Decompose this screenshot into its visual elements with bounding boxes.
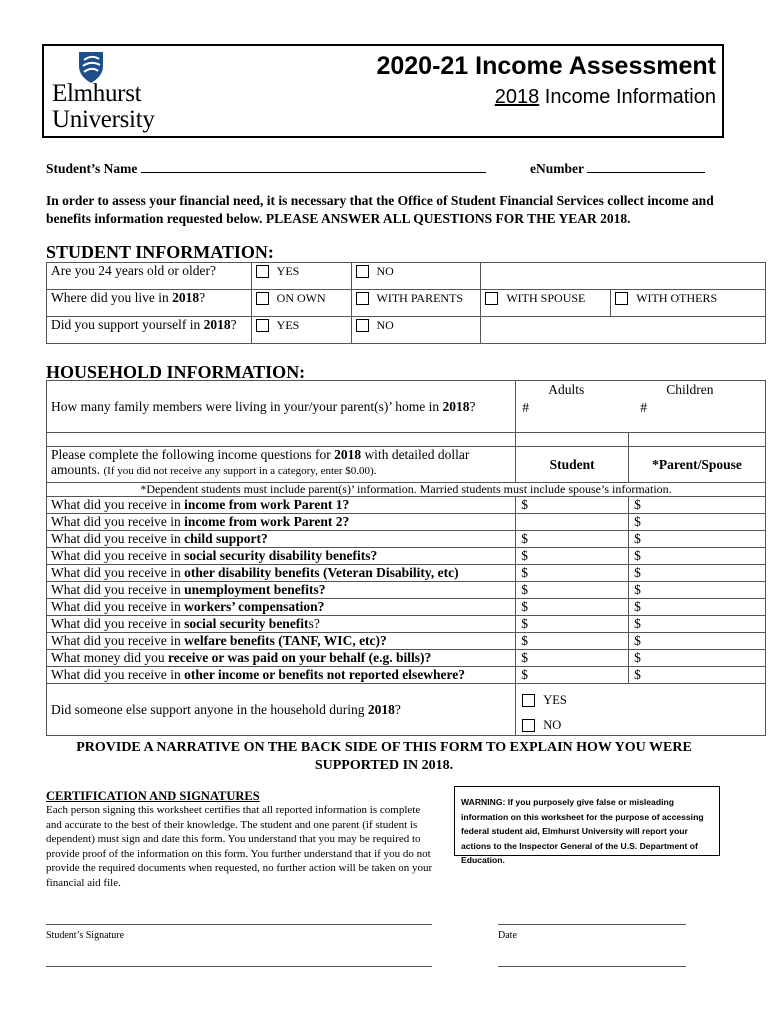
- student-name-row: [46, 160, 486, 177]
- checkbox-with-others[interactable]: [615, 292, 628, 305]
- option-with-spouse: WITH SPOUSE: [506, 291, 586, 305]
- form-subtitle: [495, 86, 716, 109]
- checkbox-no[interactable]: [522, 719, 535, 732]
- student-signature-line[interactable]: [46, 924, 432, 925]
- income-question: What money did you receive or was paid on your behalf (e.g. bills)?: [47, 650, 516, 667]
- income-row: [47, 667, 766, 684]
- dependent-note-row: [47, 483, 766, 497]
- student-amount-field[interactable]: $: [516, 599, 629, 616]
- student-amount-field[interactable]: $: [516, 531, 629, 548]
- income-row: [47, 599, 766, 616]
- income-row: [47, 514, 766, 531]
- checkbox-on-own[interactable]: [256, 292, 269, 305]
- student-row-residence: [47, 290, 766, 317]
- student-info-table: [46, 262, 766, 344]
- option-no: NO: [543, 718, 562, 732]
- income-row: [47, 650, 766, 667]
- income-question: What did you receive in other income or benefits not reported elsewhere?: [47, 667, 516, 684]
- enumber-field[interactable]: [587, 160, 705, 173]
- intro-text: In order to assess your financial need, it is necessary that the Office of Student Financial Services collect income and benefits information requested below. PLEASE ANSWER ALL QUESTIONS FOR THE YEAR 2018.: [46, 193, 714, 226]
- income-row: [47, 531, 766, 548]
- checkbox-no[interactable]: [356, 319, 369, 332]
- narrative-instruction: PROVIDE A NARRATIVE ON THE BACK SIDE OF THIS FORM TO EXPLAIN HOW YOU WERE SUPPORTED IN 2018.: [76, 740, 692, 773]
- income-row: [47, 616, 766, 633]
- question-label: Did someone else support anyone in the household during 2018?: [47, 684, 516, 736]
- income-row: [47, 565, 766, 582]
- income-question: What did you receive in social security benefits?: [47, 616, 516, 633]
- adults-label: Adults: [548, 382, 585, 397]
- income-question: What did you receive in other disability benefits (Veteran Disability, etc): [47, 565, 516, 582]
- option-yes: YES: [276, 264, 300, 278]
- checkbox-with-spouse[interactable]: [485, 292, 498, 305]
- student-signature-label: Student’s Signature: [46, 930, 125, 941]
- column-student: Student: [516, 447, 629, 483]
- income-question: What did you receive in welfare benefits (TANF, WIC, etc)?: [47, 633, 516, 650]
- income-question: What did you receive in income from work Parent 2?: [47, 514, 516, 531]
- income-header-row: [47, 447, 766, 483]
- dependent-note: *Dependent students must include parent(s)’ information. Married students must include spouse’s information.: [47, 483, 766, 497]
- option-with-parents: WITH PARENTS: [376, 291, 464, 305]
- checkbox-with-parents[interactable]: [356, 292, 369, 305]
- income-question: What did you receive in child support?: [47, 531, 516, 548]
- parent-amount-field[interactable]: $: [629, 633, 766, 650]
- household-info-heading: HOUSEHOLD INFORMATION:: [46, 362, 306, 382]
- income-question: What did you receive in social security disability benefits?: [47, 548, 516, 565]
- question-label: Are you 24 years old or older?: [47, 263, 252, 290]
- checkbox-yes[interactable]: [256, 319, 269, 332]
- option-yes: YES: [543, 693, 567, 707]
- household-support-row: [47, 684, 766, 736]
- checkbox-yes[interactable]: [256, 265, 269, 278]
- income-question: What did you receive in workers’ compensation?: [47, 599, 516, 616]
- option-with-others: WITH OTHERS: [636, 291, 718, 305]
- logo-text-elmhurst: Elmhurst: [52, 80, 142, 107]
- student-amount-field[interactable]: $: [516, 650, 629, 667]
- children-label: Children: [666, 382, 714, 397]
- form-title: 2020-21 Income Assessment: [376, 52, 716, 80]
- parent-amount-field[interactable]: $: [629, 599, 766, 616]
- question-label: Where did you live in 2018?: [47, 290, 252, 317]
- date-line[interactable]: [498, 924, 686, 925]
- income-instructions: Please complete the following income questions for 2018 with detailed dollar amounts. (If you did not receive any support in a category, enter $0.00).: [47, 447, 516, 483]
- date-label: Date: [498, 930, 517, 941]
- student-row-support: [47, 317, 766, 344]
- income-row: [47, 497, 766, 514]
- student-amount-field[interactable]: $: [516, 565, 629, 582]
- column-parent-spouse: *Parent/Spouse: [629, 447, 766, 483]
- option-yes: YES: [276, 318, 300, 332]
- family-members-row: [47, 381, 766, 433]
- student-amount-field[interactable]: $: [516, 582, 629, 599]
- subtitle-year: 2018: [494, 86, 540, 108]
- university-shield-logo: [76, 50, 106, 84]
- income-question: What did you receive in income from work Parent 1?: [47, 497, 516, 514]
- parent-amount-field[interactable]: $: [629, 565, 766, 582]
- children-count-field[interactable]: #: [640, 400, 647, 415]
- logo-text-university: University: [52, 106, 155, 133]
- parent-amount-field[interactable]: $: [629, 514, 766, 531]
- student-info-heading: STUDENT INFORMATION:: [46, 242, 274, 262]
- parent-amount-field[interactable]: $: [629, 650, 766, 667]
- support-options-cell: [516, 684, 766, 736]
- student-row-age: [47, 263, 766, 290]
- adults-count-field[interactable]: #: [522, 400, 529, 415]
- parent-amount-field[interactable]: $: [629, 497, 766, 514]
- parent-amount-field[interactable]: $: [629, 667, 766, 684]
- parent-signature-line[interactable]: [46, 966, 432, 967]
- question-label: How many family members were living in your/your parent(s)’ home in 2018?: [47, 381, 516, 433]
- certification-text: Each person signing this worksheet certifies that all reported information is complete and accurate to the best of their knowledge. The student and one parent (if student is dependent) must sign and date this form. You understand that you may be required to provide proof of the information on this form. You further understand that if you do not provide the required documents when requested, no further action will be taken on your financial aid file.: [46, 804, 433, 889]
- spacer-row: [47, 433, 766, 447]
- income-rows: [47, 497, 766, 684]
- option-on-own: ON OWN: [276, 291, 326, 305]
- parent-amount-field[interactable]: $: [629, 582, 766, 599]
- subtitle-text: Income Information: [539, 86, 716, 108]
- parent-date-line[interactable]: [498, 966, 686, 967]
- parent-amount-field[interactable]: $: [629, 616, 766, 633]
- certification-title: CERTIFICATION AND SIGNATURES: [46, 789, 260, 803]
- question-label: Did you support yourself in 2018?: [47, 317, 252, 344]
- student-amount-field[interactable]: [516, 514, 629, 531]
- income-row: [47, 582, 766, 599]
- student-name-label: Student’s Name: [46, 161, 138, 176]
- parent-amount-field[interactable]: $: [629, 531, 766, 548]
- option-no: NO: [376, 318, 394, 332]
- warning-box: WARNING: If you purposely give false or misleading information on this worksheet for the purpose of accessing federal student aid, Elmhurst University will report your actions to the Inspector General of the U.S. Department of Education.: [454, 786, 720, 856]
- checkbox-yes[interactable]: [522, 694, 535, 707]
- parent-amount-field[interactable]: $: [629, 548, 766, 565]
- income-row: [47, 548, 766, 565]
- family-count-cell: [516, 381, 766, 433]
- student-amount-field[interactable]: $: [516, 616, 629, 633]
- student-amount-field[interactable]: $: [516, 667, 629, 684]
- income-question: What did you receive in unemployment benefits?: [47, 582, 516, 599]
- option-no: NO: [376, 264, 394, 278]
- checkbox-no[interactable]: [356, 265, 369, 278]
- enumber-label: eNumber: [530, 161, 584, 176]
- household-info-table: [46, 380, 766, 736]
- enumber-row: [530, 160, 705, 177]
- income-row: [47, 633, 766, 650]
- student-name-field[interactable]: [141, 160, 486, 173]
- student-amount-field[interactable]: $: [516, 633, 629, 650]
- student-amount-field[interactable]: $: [516, 497, 629, 514]
- student-amount-field[interactable]: $: [516, 548, 629, 565]
